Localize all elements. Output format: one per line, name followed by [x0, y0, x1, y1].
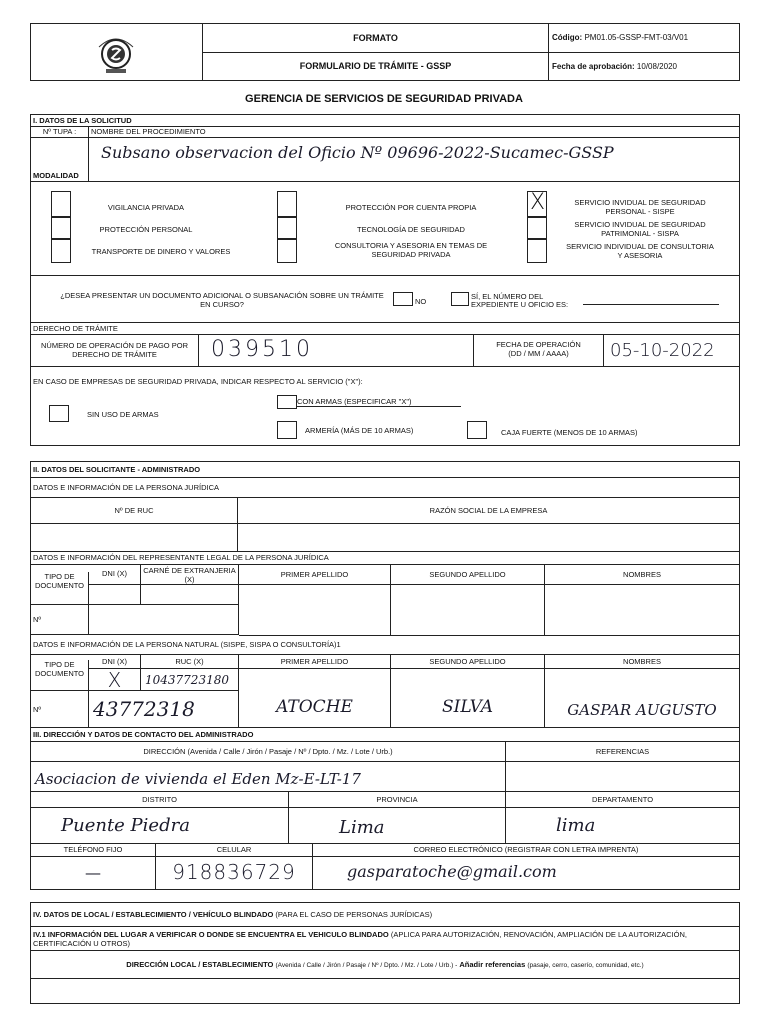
- no-label: NO: [415, 297, 427, 306]
- mod-label-consultoria: CONSULTORIA Y ASESORIA EN TEMAS DE SEGURIDAD PRIVADA: [334, 241, 488, 259]
- telefono-value[interactable]: —: [31, 857, 156, 889]
- mod-label-cuenta-propia: PROTECCIÓN POR CUENTA PROPIA: [345, 203, 477, 212]
- section4-sub: IV.1 INFORMACIÓN DEL LUGAR A VERIFICAR O DONDE SE ENCUENTRA EL VEHICULO BLINDADO (APLICA PARA AUTORIZACIÓN, RENOVACIÓN, AMPLIACIÓN DE LA AUTORIZACIÓN, CERTIFICACIÓN U OTROS): [31, 927, 739, 951]
- nat-tipo-doc: TIPO DE DOCUMENTO: [31, 660, 89, 678]
- mod-check-tecnologia[interactable]: [277, 217, 297, 239]
- rep-ap2-input[interactable]: [391, 585, 545, 635]
- nat-nombres-value[interactable]: GASPAR AUGUSTO: [567, 701, 717, 719]
- fecha-op-format: (DD / MM / AAAA): [508, 349, 569, 358]
- si-checkbox[interactable]: [451, 292, 469, 306]
- approval-cell: Fecha de aprobación: 10/08/2020: [552, 62, 677, 71]
- mod-label-transporte: TRANSPORTE DE DINERO Y VALORES: [91, 247, 231, 256]
- mod-label-vigilancia: VIGILANCIA PRIVADA: [107, 203, 185, 212]
- mod-label-sispa: SERVICIO INVIDUAL DE SEGURIDAD PATRIMONIAL - SISPA: [574, 220, 706, 238]
- provincia-value[interactable]: Lima: [289, 808, 506, 844]
- subsanacion-question: ¿DESEA PRESENTAR UN DOCUMENTO ADICIONAL O SUBSANACIÓN SOBRE UN TRÁMITE EN CURSO?: [60, 291, 384, 309]
- rep-num-input[interactable]: [89, 605, 239, 635]
- nat-segundo-ap: SEGUNDO APELLIDO: [391, 655, 545, 669]
- referencias-label: REFERENCIAS: [506, 742, 739, 762]
- mod-check-proteccion[interactable]: [51, 217, 71, 239]
- mod-check-consultoria[interactable]: [277, 239, 297, 263]
- celular-label: CELULAR: [156, 844, 313, 857]
- provincia-label: PROVINCIA: [289, 792, 506, 808]
- pago-value[interactable]: 039510: [199, 335, 474, 367]
- rep-dni-input[interactable]: [89, 585, 141, 605]
- sucamec-logo: [91, 27, 141, 77]
- section1-title: I. DATOS DE LA SOLICITUD: [31, 115, 739, 127]
- modalidad-label: MODALIDAD: [33, 171, 79, 180]
- sin-armas-label: SIN USO DE ARMAS: [87, 410, 159, 419]
- section1-box: [30, 114, 740, 446]
- nat-primer-ap-value[interactable]: ATOCHE: [239, 669, 391, 728]
- no-checkbox[interactable]: [393, 292, 413, 306]
- departamento-value[interactable]: lima: [506, 808, 739, 844]
- section2-title: II. DATOS DEL SOLICITANTE - ADMINISTRADO: [31, 462, 739, 478]
- nat-dni-mark[interactable]: X: [89, 669, 141, 691]
- rep-tipo-cell: [31, 585, 89, 605]
- mod-label-consultoria-ind: SERVICIO INDIVIDUAL DE CONSULTORIA Y ASESORIA: [566, 242, 714, 260]
- nat-num-label: Nº: [31, 691, 89, 728]
- caja-fuerte-label: CAJA FUERTE (MENOS DE 10 ARMAS): [501, 428, 638, 437]
- section4-dir-label: DIRECCIÓN LOCAL / ESTABLECIMIENTO (Avenida / Calle / Jirón / Pasaje / Nº / Dpto. / Mz. / Lote / Urb.) - Añadir referencias (pasaje, cerro, caserío, comunidad, etc.): [31, 951, 739, 979]
- procedure-value[interactable]: Subsano observacion del Oficio Nº 09696-2022-Sucamec-GSSP: [89, 138, 739, 182]
- fecha-op-value[interactable]: 05-10-2022: [604, 335, 739, 367]
- razon-input[interactable]: [238, 524, 739, 552]
- juridica-label: DATOS E INFORMACIÓN DE LA PERSONA JURÍDICA: [31, 478, 739, 498]
- main-title: GERENCIA DE SERVICIOS DE SEGURIDAD PRIVADA: [245, 93, 523, 105]
- rep-nombres: NOMBRES: [545, 565, 739, 585]
- nat-primer-ap: PRIMER APELLIDO: [239, 655, 391, 669]
- celular-value[interactable]: 918836729: [156, 857, 313, 889]
- nat-dni-label: DNI (X): [89, 655, 141, 669]
- telefono-label: TELÉFONO FIJO: [31, 844, 156, 857]
- rep-label: DATOS E INFORMACIÓN DEL REPRESENTANTE LEGAL DE LA PERSONA JURÍDICA: [31, 552, 739, 565]
- nat-tipo-cell: [31, 669, 89, 691]
- code-cell: Código: PM01.05-GSSP-FMT-03/V01: [549, 24, 739, 53]
- doc-type: FORMATO: [203, 24, 549, 53]
- distrito-value[interactable]: Puente Piedra: [31, 808, 289, 844]
- procedure-label: NOMBRE DEL PROCEDIMIENTO: [89, 127, 739, 138]
- section4-title: IV. DATOS DE LOCAL / ESTABLECIMIENTO / VEHÍCULO BLINDADO (PARA EL CASO DE PERSONAS JURÍDICAS): [31, 903, 739, 927]
- expediente-input[interactable]: [583, 301, 719, 305]
- con-armas-checkbox[interactable]: [277, 395, 297, 409]
- nat-nombres: NOMBRES: [545, 655, 739, 669]
- nat-num-value[interactable]: 43772318: [89, 691, 239, 728]
- check-x-mark: X: [530, 190, 546, 215]
- referencias-input[interactable]: [506, 762, 739, 792]
- rep-carne-input[interactable]: [141, 585, 239, 605]
- armeria-label: ARMERÍA (MÁS DE 10 ARMAS): [305, 426, 414, 435]
- section2-box: [30, 461, 740, 728]
- ruc-label: Nº DE RUC: [31, 498, 238, 524]
- con-armas-label: CON ARMAS (ESPECIFICAR "X"): [297, 397, 461, 407]
- mod-check-transporte[interactable]: [51, 239, 71, 263]
- rep-tipo-doc: TIPO DE DOCUMENTO: [31, 572, 89, 590]
- mod-check-cuenta-propia[interactable]: [277, 191, 297, 217]
- fecha-op-label: FECHA DE OPERACIÓN: [496, 340, 581, 349]
- fecha-op-cell: [474, 335, 604, 367]
- mod-check-sispa[interactable]: [527, 217, 547, 239]
- mod-label-proteccion: PROTECCIÓN PERSONAL: [99, 225, 193, 234]
- section3-box: [30, 727, 740, 890]
- rep-segundo-ap: SEGUNDO APELLIDO: [391, 565, 545, 585]
- mod-check-vigilancia[interactable]: [51, 191, 71, 217]
- mod-check-sispe[interactable]: [527, 191, 547, 217]
- empresas-label: EN CASO DE EMPRESAS DE SEGURIDAD PRIVADA, INDICAR RESPECTO AL SERVICIO ("X"):: [33, 377, 363, 386]
- rep-carne-label: CARNÉ DE EXTRANJERIA (X): [141, 565, 239, 585]
- divider: [31, 275, 739, 276]
- form-title: FORMULARIO DE TRÁMITE - GSSP: [203, 53, 549, 80]
- direccion-value[interactable]: Asociacion de vivienda el Eden Mz-E-LT-17: [31, 762, 506, 792]
- ruc-input[interactable]: [31, 524, 238, 552]
- sin-armas-checkbox[interactable]: [49, 405, 69, 422]
- nat-ruc-value[interactable]: 10437723180: [141, 669, 239, 691]
- logo-cell: [31, 24, 203, 80]
- direccion-label: DIRECCIÓN (Avenida / Calle / Jirón / Pasaje / Nº / Dpto. / Mz. / Lote / Urb.): [31, 742, 506, 762]
- section4-box: [30, 902, 740, 1004]
- armeria-checkbox[interactable]: [277, 421, 297, 439]
- section4-dir-input[interactable]: [31, 979, 739, 1003]
- rep-dni-label: DNI (X): [89, 565, 141, 585]
- header-box: [30, 23, 740, 81]
- mod-label-tecnologia: TECNOLOGÍA DE SEGURIDAD: [357, 225, 465, 234]
- rep-primer-ap: PRIMER APELLIDO: [239, 565, 391, 585]
- rep-num-label: Nº: [31, 605, 89, 635]
- tupa-label: Nº TUPA :: [31, 127, 89, 138]
- derecho-label: DERECHO DE TRÁMITE: [31, 322, 739, 335]
- section3-title: III. DIRECCIÓN Y DATOS DE CONTACTO DEL ADMINISTRADO: [31, 728, 739, 742]
- si-label: SÍ, EL NÚMERO DEL EXPEDIENTE U OFICIO ES:: [471, 292, 569, 309]
- nat-ruc-label: RUC (X): [141, 655, 239, 669]
- pago-label: NÚMERO DE OPERACIÓN DE PAGO POR DERECHO DE TRÁMITE: [31, 335, 199, 367]
- caja-fuerte-checkbox[interactable]: [467, 421, 487, 439]
- email-value[interactable]: gasparatoche@gmail.com: [347, 862, 557, 881]
- email-label: CORREO ELECTRÓNICO (REGISTRAR CON LETRA IMPRENTA): [313, 844, 739, 857]
- natural-label: DATOS E INFORMACIÓN DE LA PERSONA NATURAL (SISPE, SISPA O CONSULTORÍA)1: [31, 635, 739, 655]
- departamento-label: DEPARTAMENTO: [506, 792, 739, 808]
- rep-ap1-input[interactable]: [239, 585, 391, 635]
- nat-segundo-ap-value[interactable]: SILVA: [391, 669, 545, 728]
- mod-check-consultoria-ind[interactable]: [527, 239, 547, 263]
- razon-label: RAZÓN SOCIAL DE LA EMPRESA: [238, 498, 739, 524]
- distrito-label: DISTRITO: [31, 792, 289, 808]
- mod-label-sispe: SERVICIO INVIDUAL DE SEGURIDAD PERSONAL - SISPE: [574, 198, 706, 216]
